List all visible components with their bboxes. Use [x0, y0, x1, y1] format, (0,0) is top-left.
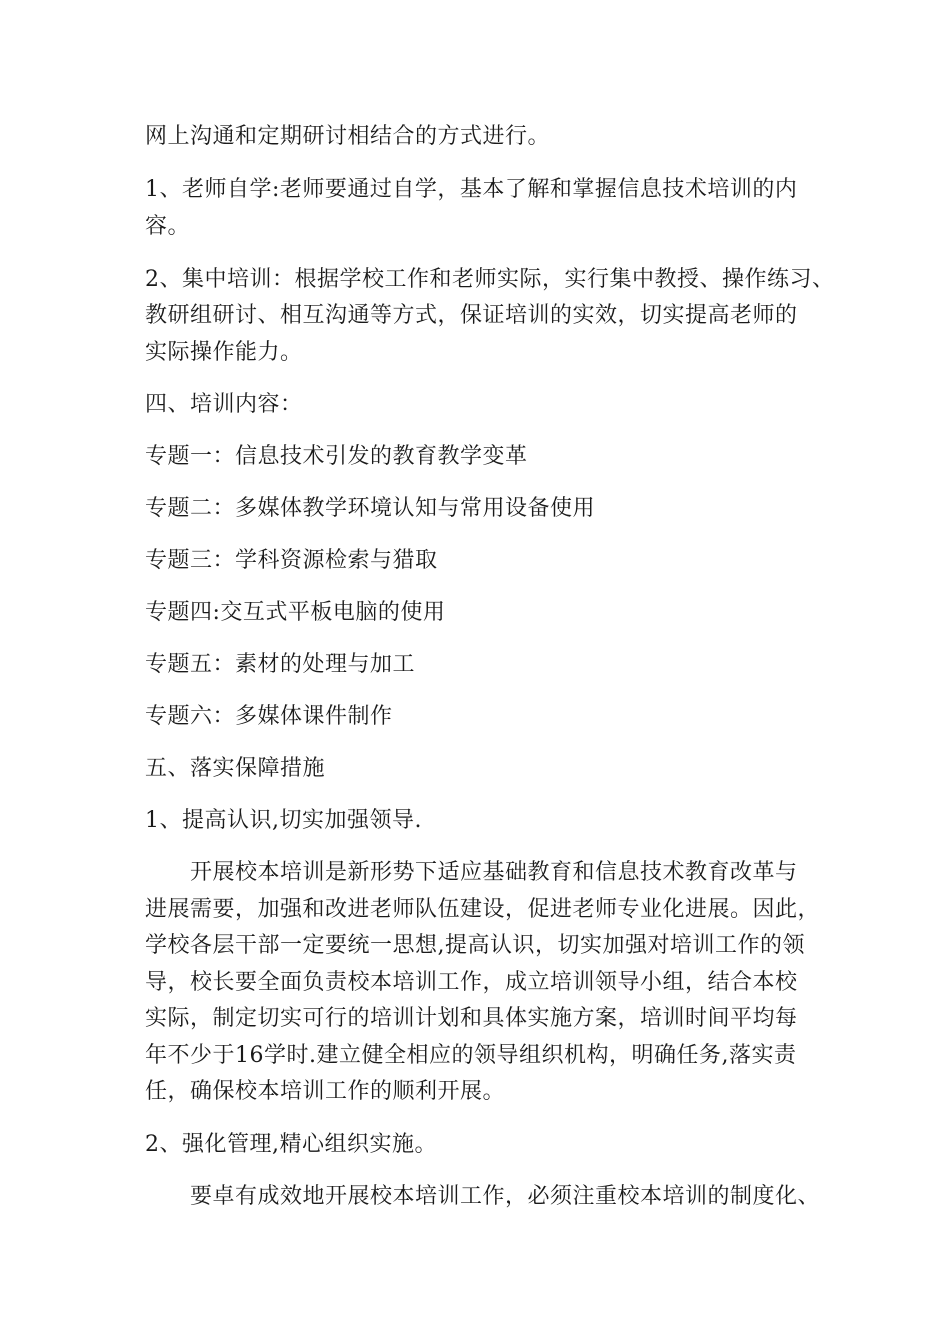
topic-item: 专题六：多媒体课件制作 — [145, 704, 393, 729]
paragraph-line: 任，确保校本培训工作的顺利开展。 — [145, 1079, 506, 1104]
topic-item: 专题一：信息技术引发的教育教学变革 — [145, 444, 528, 469]
paragraph-line: 容。 — [145, 214, 191, 239]
paragraph-line: 导，校长要全面负责校本培训工作，成立培训领导小组，结合本校 — [145, 970, 798, 995]
topic-item: 专题五：素材的处理与加工 — [145, 652, 416, 677]
paragraph-line: 年不少于16学时.建立健全相应的领导组织机构，明确任务,落实责 — [145, 1043, 797, 1068]
topic-item: 专题二：多媒体教学环境认知与常用设备使用 — [145, 496, 596, 521]
topic-item: 专题四:交互式平板电脑的使用 — [145, 600, 446, 625]
paragraph-line: 实际操作能力。 — [145, 340, 303, 365]
subsection-heading: 1、提高认识,切实加强领导. — [145, 808, 422, 833]
paragraph-line: 网上沟通和定期研讨相结合的方式进行。 — [145, 124, 551, 149]
paragraph-line: 1、老师自学:老师要通过自学，基本了解和掌握信息技术培训的内 — [145, 177, 798, 202]
subsection-heading: 2、强化管理,精心组织实施。 — [145, 1132, 437, 1157]
paragraph-line: 教研组研讨、相互沟通等方式，保证培训的实效，切实提高老师的 — [145, 303, 798, 328]
paragraph-line: 要卓有成效地开展校本培训工作，必须注重校本培训的制度化、 — [190, 1184, 821, 1209]
topic-item: 专题三：学科资源检索与猎取 — [145, 548, 438, 573]
paragraph-line: 实际，制定切实可行的培训计划和具体实施方案，培训时间平均每 — [145, 1006, 798, 1031]
section-heading: 四、培训内容： — [145, 392, 303, 417]
section-heading: 五、落实保障措施 — [145, 756, 326, 781]
paragraph-line: 进展需要，加强和改进老师队伍建设，促进老师专业化进展。因此， — [145, 897, 821, 922]
paragraph-line: 学校各层干部一定要统一思想,提高认识，切实加强对培训工作的领 — [145, 933, 805, 958]
paragraph-line: 2、集中培训：根据学校工作和老师实际，实行集中教授、操作练习、 — [145, 267, 835, 292]
paragraph-line: 开展校本培训是新形势下适应基础教育和信息技术教育改革与 — [190, 860, 798, 885]
